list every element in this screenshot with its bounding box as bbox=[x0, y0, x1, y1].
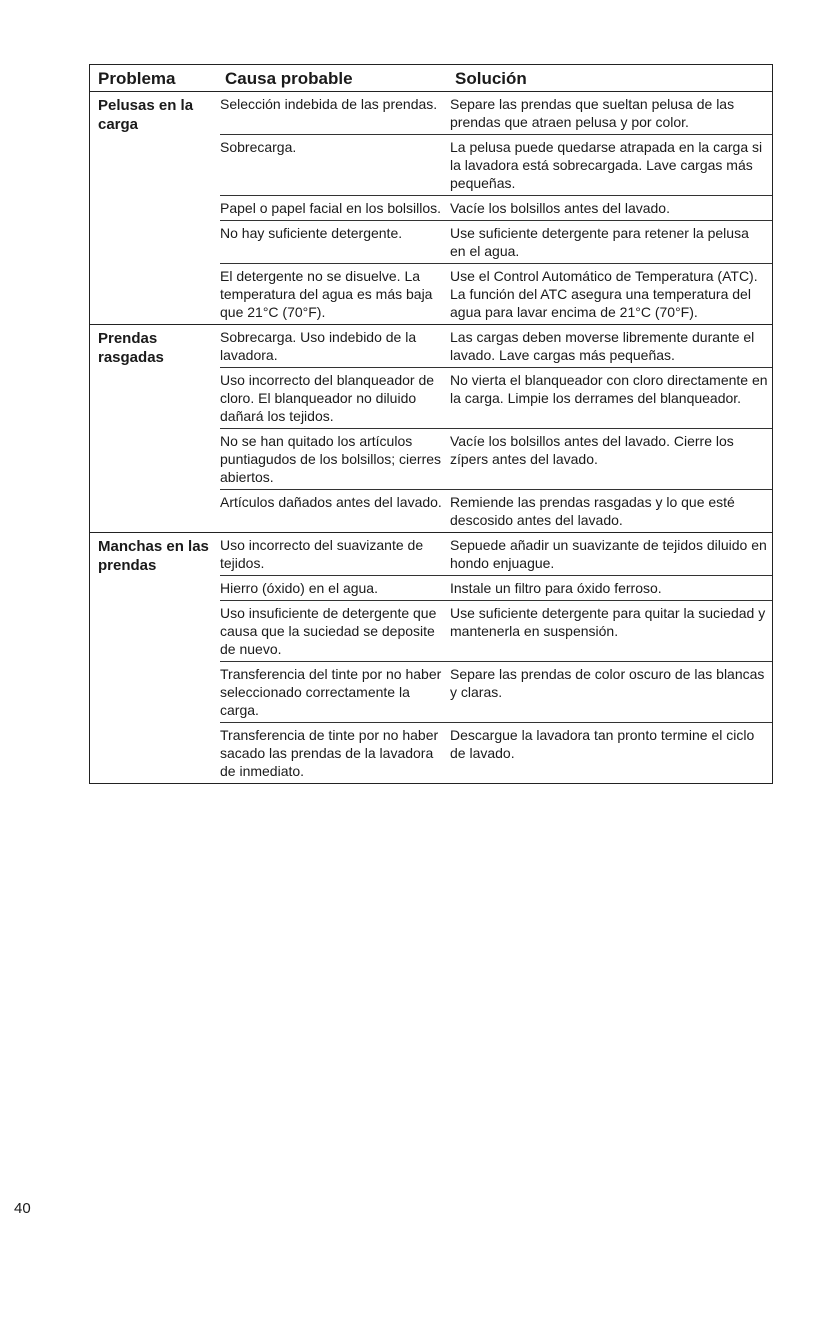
cause-cell: Artículos dañados antes del lavado. bbox=[220, 494, 442, 510]
troubleshooting-table bbox=[89, 64, 773, 784]
cause-cell: No se han quitado los artículos puntiagudos de los bolsillos; cierres abiertos. bbox=[220, 433, 442, 485]
solution-cell: Sepuede añadir un suavizante de tejidos diluido en hondo enjuague. bbox=[450, 537, 767, 571]
table-row bbox=[220, 533, 772, 576]
cause-cell: Sobrecarga. bbox=[220, 139, 297, 155]
problem-group-torn bbox=[90, 325, 772, 533]
header-solution: Solución bbox=[455, 69, 527, 88]
cause-cell: No hay suficiente detergente. bbox=[220, 225, 403, 241]
table-row bbox=[220, 325, 772, 368]
table-row bbox=[220, 264, 772, 324]
table-row bbox=[220, 92, 772, 135]
page-number: 40 bbox=[14, 1200, 31, 1217]
cause-cell: Papel o papel facial en los bolsillos. bbox=[220, 200, 442, 216]
table-row bbox=[220, 196, 772, 221]
table-header bbox=[90, 65, 772, 92]
table-row bbox=[220, 601, 772, 662]
cause-cell: Selección indebida de las prendas. bbox=[220, 96, 438, 112]
solution-cell: Use suficiente detergente para retener la pelusa en el agua. bbox=[450, 225, 749, 259]
solution-cell: Use el Control Automático de Temperatura (ATC). La función del ATC asegura una temperatura del agua para lavar encima de 21°C (70°F). bbox=[450, 268, 758, 320]
solution-cell: Use suficiente detergente para quitar la suciedad y mantenerla en suspensión. bbox=[450, 605, 766, 639]
solution-cell: Vacíe los bolsillos antes del lavado. bbox=[450, 200, 670, 216]
table-row bbox=[220, 662, 772, 723]
solution-cell: Separe las prendas de color oscuro de las blancas y claras. bbox=[450, 666, 765, 700]
solution-cell: Vacíe los bolsillos antes del lavado. Cierre los zípers antes del lavado. bbox=[450, 433, 734, 467]
table-row bbox=[220, 723, 772, 783]
cause-cell: Transferencia de tinte por no haber sacado las prendas de la lavadora de inmediato. bbox=[220, 727, 439, 779]
cause-cell: Uso incorrecto del suavizante de tejidos. bbox=[220, 537, 424, 571]
cause-cell: Uso insuficiente de detergente que causa que la suciedad se deposite de nuevo. bbox=[220, 605, 437, 657]
table-row bbox=[220, 429, 772, 490]
solution-cell: No vierta el blanqueador con cloro directamente en la carga. Limpie los derrames del blanqueador. bbox=[450, 372, 768, 406]
problem-group-lint bbox=[90, 92, 772, 325]
problem-label: Prendas rasgadas bbox=[98, 330, 164, 366]
solution-cell: Separe las prendas que sueltan pelusa de las prendas que atraen pelusa y por color. bbox=[450, 96, 735, 130]
table-row bbox=[220, 576, 772, 601]
problem-label: Manchas en las prendas bbox=[98, 538, 209, 574]
solution-cell: Instale un filtro para óxido ferroso. bbox=[450, 580, 662, 596]
solution-cell: Descargue la lavadora tan pronto termine el ciclo de lavado. bbox=[450, 727, 755, 761]
table-row bbox=[220, 221, 772, 264]
problem-label: Pelusas en la carga bbox=[98, 97, 194, 133]
header-problem: Problema bbox=[98, 69, 176, 88]
table-row bbox=[220, 368, 772, 429]
header-cause: Causa probable bbox=[225, 69, 353, 88]
cause-cell: Uso incorrecto del blanqueador de cloro. El blanqueador no diluido dañará los tejidos. bbox=[220, 372, 435, 424]
solution-cell: La pelusa puede quedarse atrapada en la carga si la lavadora está sobrecargada. Lave cargas más pequeñas. bbox=[450, 139, 763, 191]
cause-cell: Transferencia del tinte por no haber seleccionado correctamente la carga. bbox=[220, 666, 442, 718]
cause-cell: Hierro (óxido) en el agua. bbox=[220, 580, 378, 596]
table-row bbox=[220, 135, 772, 196]
solution-cell: Las cargas deben moverse libremente durante el lavado. Lave cargas más pequeñas. bbox=[450, 329, 755, 363]
table-row bbox=[220, 490, 772, 532]
cause-cell: El detergente no se disuelve. La temperatura del agua es más baja que 21°C (70°F). bbox=[220, 268, 433, 320]
cause-cell: Sobrecarga. Uso indebido de la lavadora. bbox=[220, 329, 417, 363]
solution-cell: Remiende las prendas rasgadas y lo que esté descosido antes del lavado. bbox=[450, 494, 735, 528]
problem-group-stains bbox=[90, 533, 772, 783]
